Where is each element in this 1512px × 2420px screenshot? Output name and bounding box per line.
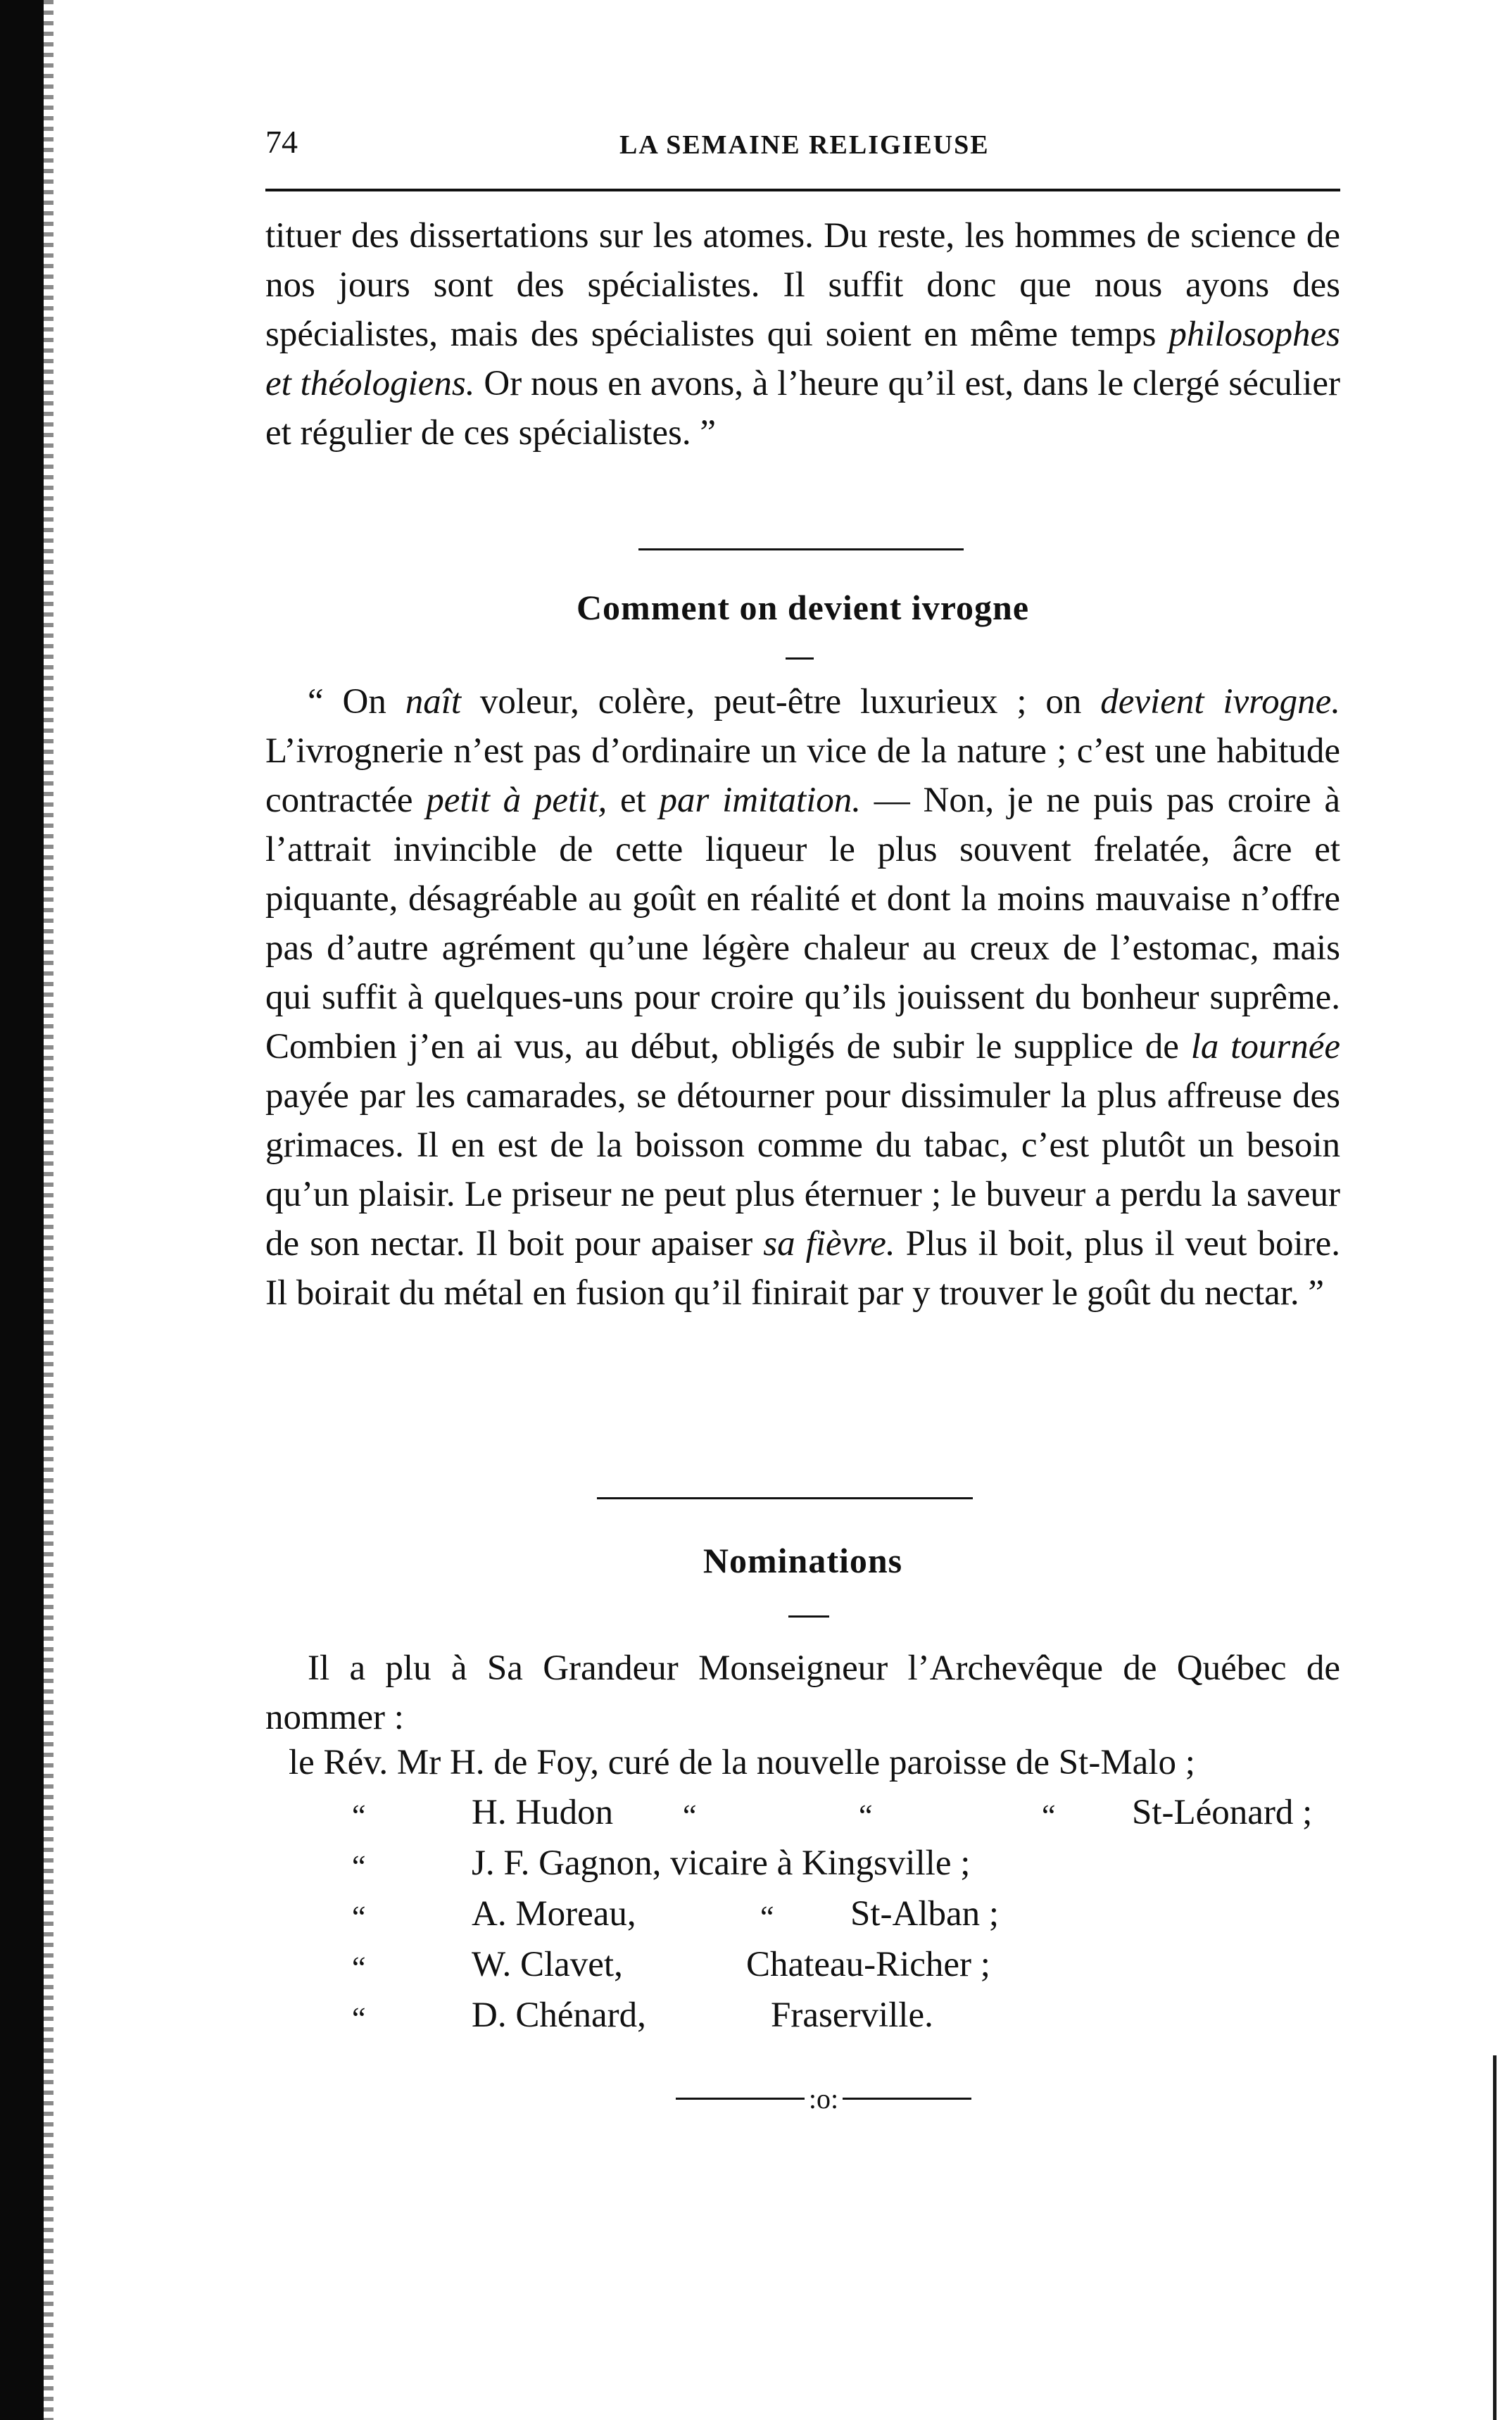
section-separator-2	[597, 1497, 973, 1499]
intro-text-part-2: Or nous en avons, à l’heure qu’il est, dans le clergé séculier et régulier de ces spécialistes. ”	[265, 364, 1340, 453]
nomination-line-1: le Rév. Mr H. de Foy, curé de la nouvelle paroisse de St-Malo ;	[289, 1743, 1195, 1782]
quote-italic: petit à petit,	[426, 781, 607, 820]
quote-text: “ On	[308, 682, 405, 721]
nominations-intro	[265, 1644, 1340, 1742]
intro-paragraph	[265, 211, 1340, 458]
nominations-intro-text: Il a plu à Sa Grandeur Monseigneur l’Archevêque de Québec de nommer :	[265, 1649, 1340, 1737]
end-ornament	[676, 2082, 971, 2115]
ditto-mark: “	[352, 1951, 366, 1985]
page-edge-shadow	[1493, 2055, 1497, 2420]
running-title: LA SEMAINE RELIGIEUSE	[619, 130, 990, 160]
quote-italic: sa fièvre.	[763, 1224, 895, 1263]
ditto-mark: “	[760, 1900, 774, 1934]
nominee-name: W. Clavet,	[472, 1945, 623, 1984]
quote-italic: la tournée	[1190, 1027, 1341, 1066]
ditto-mark: “	[683, 1798, 697, 1833]
nominee-post: St-Alban ;	[850, 1894, 1000, 1934]
quote-text: payée par les camarades, se détourner pour dissimuler la plus affreuse des grimaces. Il en est de la boisson comme du tabac, c’est plutôt un besoin qu’un plaisir. Le priseur ne peut plus éternuer ; le buveur a perdu la saveur de son nectar. Il boit pour apaiser	[265, 1076, 1340, 1263]
nominee-name: J. F. Gagnon, vicaire à Kingsville ;	[472, 1844, 971, 1883]
section-title-ivrogne: Comment on devient ivrogne	[576, 588, 1030, 627]
ditto-mark: “	[1042, 1798, 1056, 1833]
title-dash-2	[788, 1615, 829, 1618]
nominee-post: Fraserville.	[771, 1996, 933, 2035]
intro-text-part-1: tituer des dissertations sur les atomes. Du reste, les hommes de science de nos jours sont des spécialistes. Il suffit donc que nous ayons des spécialistes, mais des spécialistes qui soient en même temps	[265, 216, 1340, 354]
quote-text: — Non, je ne puis pas croire à l’attrait invincible de cette liqueur le plus souvent frelatée, âcre et piquante, désagréable au goût en réalité et dont la moins mauvaise n’offre pas d’autre agrément qu’une légère chaleur au creux de l’estomac, mais qui suffit à quelques-uns pour croire qu’ils jouissent du bonheur suprême. Combien j’en ai vus, au début, obligés de subir le supplice de	[265, 781, 1340, 1066]
ditto-mark: “	[859, 1798, 873, 1833]
section-title-nominations: Nominations	[703, 1541, 903, 1580]
spine-edge-texture	[44, 0, 53, 2420]
nominee-name: A. Moreau,	[472, 1894, 636, 1934]
ditto-mark: “	[352, 1900, 366, 1934]
header-rule	[265, 189, 1340, 191]
section-ivrogne-body	[265, 677, 1340, 1318]
quote-italic: par imitation.	[659, 781, 862, 820]
ornament-bar-right	[843, 2098, 971, 2100]
quote-italic: naît	[405, 682, 462, 721]
nominee-post: St-Léonard ;	[1132, 1793, 1313, 1832]
section-separator-1	[638, 548, 964, 550]
ditto-mark: “	[352, 1849, 366, 1884]
quote-italic: devient ivrogne.	[1100, 682, 1341, 721]
nominee-name: H. Hudon	[472, 1793, 614, 1832]
title-dash-1	[786, 657, 814, 660]
quote-text: L’ivrognerie n’est pas d’ordinaire un vice de la nature ; c’est une habitude contractée	[265, 731, 1340, 820]
ornament-bar-left	[676, 2098, 805, 2100]
quote-text: voleur, colère, peut-être luxurieux ; on	[461, 682, 1101, 721]
book-spine-shadow	[0, 0, 44, 2420]
intro-italic-phrase: philosophes et théologiens.	[265, 315, 1340, 403]
quote-text: et	[607, 781, 660, 820]
ditto-mark: “	[352, 1798, 366, 1833]
ditto-mark: “	[352, 2001, 366, 2036]
page-number: 74	[265, 124, 298, 160]
nominee-post: Chateau-Richer ;	[746, 1945, 990, 1984]
nominee-name: D. Chénard,	[472, 1996, 646, 2035]
ornament-mark: :o:	[808, 2083, 839, 2115]
quote-text: Plus il boit, plus il veut boire. Il boirait du métal en fusion qu’il finirait par y trouver le goût du nectar. ”	[265, 1224, 1340, 1313]
